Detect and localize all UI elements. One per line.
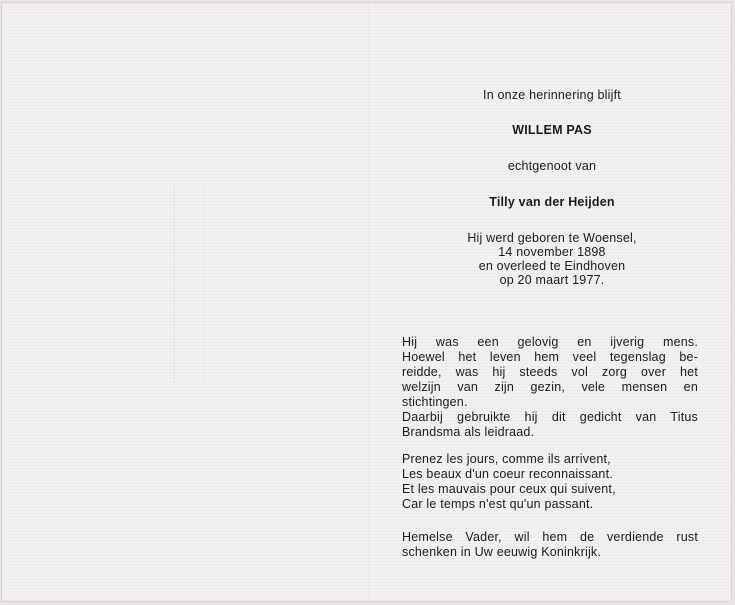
biography-line: Hoewel het leven hem veel tegenslag be-	[402, 350, 698, 364]
spouse-name: Tilly van der Heijden	[489, 195, 615, 209]
deceased-name: WILLEM PAS	[512, 123, 592, 137]
prayer-line: Hemelse Vader, wil hem de verdiende rust	[402, 530, 698, 544]
poem-line: Les beaux d'un coeur reconnaissant.	[402, 467, 613, 481]
relation-text: echtgenoot van	[507, 159, 597, 173]
biography-line: Daarbij gebruikte hij dit gedicht van Titus	[402, 410, 698, 424]
prayer-paragraph	[402, 530, 698, 560]
birth-date-line: 14 november 1898	[498, 245, 606, 259]
biography-paragraph	[402, 335, 698, 440]
death-date-line: op 20 maart 1977.	[499, 273, 605, 287]
biography-line: welzijn van zijn gezin, vele mensen en	[402, 380, 698, 394]
biography-line: reidde, was hij steeds vol zorg over het	[402, 365, 698, 379]
biography-line: Brandsma als leidraad.	[402, 425, 535, 439]
poem-stanza	[402, 452, 698, 512]
prayer-line: schenken in Uw eeuwig Koninkrijk.	[402, 545, 602, 559]
intro-text: In onze herinnering blijft	[483, 88, 621, 102]
poem-line: Prenez les jours, comme ils arrivent,	[402, 452, 611, 466]
card-fold	[368, 3, 370, 601]
paper-texture-mark	[174, 183, 204, 383]
biography-line: Hij was een gelovig en ijverig mens.	[402, 335, 698, 349]
biography-line: stichtingen.	[402, 395, 468, 409]
death-place-line: en overleed te Eindhoven	[478, 259, 626, 273]
birth-place-line: Hij werd geboren te Woensel,	[467, 231, 637, 245]
memorial-card	[2, 3, 731, 601]
poem-line: Et les mauvais pour ceux qui suivent,	[402, 482, 616, 496]
poem-line: Car le temps n'est qu'un passant.	[402, 497, 594, 511]
